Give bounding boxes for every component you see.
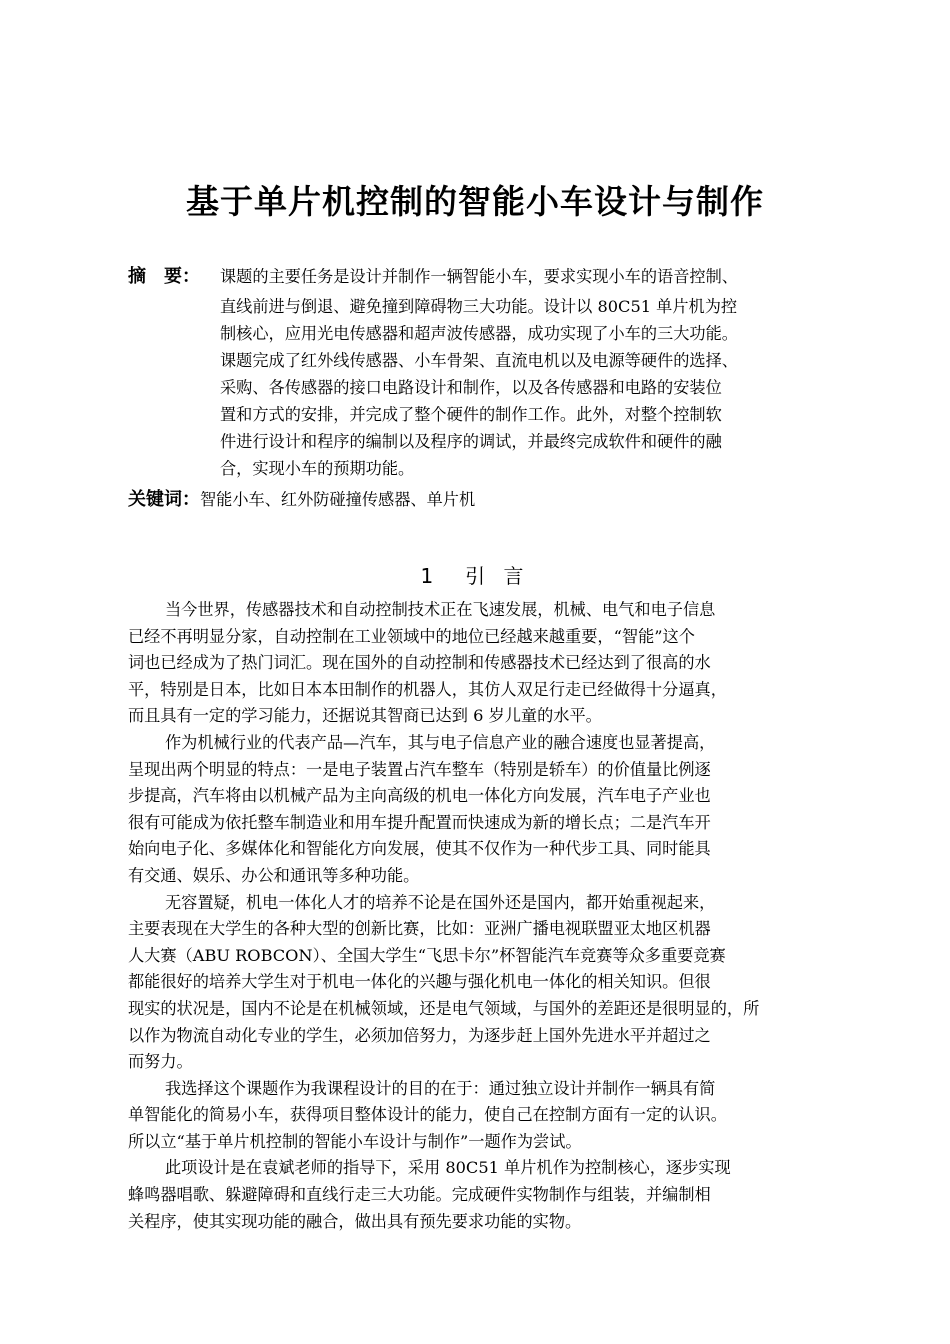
paragraph-line: 步提高，汽车将由以机械产品为主向高级的机电一体化方向发展，汽车电子产业也 xyxy=(128,786,711,806)
keywords-text: 智能小车、红外防碰撞传感器、单片机 xyxy=(200,490,476,509)
paragraph xyxy=(128,1076,822,1156)
abstract-text xyxy=(220,293,840,482)
paragraph xyxy=(128,890,822,1076)
keywords-block xyxy=(128,486,475,513)
abstract-line: 件进行设计和程序的编制以及程序的调试，并最终完成软件和硬件的融 xyxy=(220,432,722,451)
body-text xyxy=(128,597,822,1235)
paragraph-line: 主要表现在大学生的各种大型的创新比赛，比如：亚洲广播电视联盟亚太地区机器 xyxy=(128,919,711,939)
paragraph-line: 蜂鸣器唱歌、躲避障碍和直线行走三大功能。完成硬件实物制作与组装，并编制相 xyxy=(128,1185,711,1205)
paragraph-line: 人大赛（ABU ROBCON）、全国大学生“飞思卡尔”杯智能汽车竞赛等众多重要竞赛 xyxy=(128,945,726,965)
paragraph-line: 我选择这个课题作为我课程设计的目的在于：通过独立设计并制作一辆具有简 xyxy=(165,1078,716,1098)
paragraph xyxy=(128,1155,822,1235)
paragraph-line: 都能很好的培养大学生对于机电一体化的兴趣与强化机电一体化的相关知识。但很 xyxy=(128,972,711,992)
paragraph-line: 而努力。 xyxy=(128,1052,193,1072)
paragraph-line: 而且具有一定的学习能力，还据说其智商已达到 6 岁儿童的水平。 xyxy=(128,706,602,726)
paragraph xyxy=(128,730,822,890)
paragraph-line: 始向电子化、多媒体化和智能化方向发展，使其不仅作为一种代步工具、同时能具 xyxy=(128,839,711,859)
abstract-first-line: 课题的主要任务是设计并制作一辆智能小车，要求实现小车的语音控制、 xyxy=(220,267,738,286)
paragraph-line: 无容置疑，机电一体化人才的培养不论是在国外还是国内，都开始重视起来， xyxy=(165,892,716,912)
abstract-line: 合，实现小车的预期功能。 xyxy=(220,459,415,478)
abstract-line: 课题完成了红外线传感器、小车骨架、直流电机以及电源等硬件的选择、 xyxy=(220,351,738,370)
keywords-label: 关键词： xyxy=(128,489,200,510)
paragraph-line: 所以立“基于单片机控制的智能小车设计与制作”一题作为尝试。 xyxy=(128,1131,582,1151)
paragraph xyxy=(128,597,822,730)
paragraph-line: 平，特别是日本，比如日本本田制作的机器人，其仿人双足行走已经做得十分逼真， xyxy=(128,679,727,699)
paragraph-line: 有交通、娱乐、办公和通讯等多种功能。 xyxy=(128,865,420,885)
paragraph-line: 很有可能成为依托整车制造业和用车提升配置而快速成为新的增长点；二是汽车开 xyxy=(128,812,711,832)
abstract-line: 置和方式的安排，并完成了整个硬件的制作工作。此外，对整个控制软 xyxy=(220,405,722,424)
paragraph-line: 关程序，使其实现功能的融合，做出具有预先要求功能的实物。 xyxy=(128,1211,582,1231)
paragraph-line: 已经不再明显分家，自动控制在工业领域中的地位已经越来越重要，“智能”这个 xyxy=(128,626,695,646)
section-heading-introduction: 1 引 言 xyxy=(420,564,530,588)
abstract-line: 制核心，应用光电传感器和超声波传感器，成功实现了小车的三大功能。 xyxy=(220,324,738,343)
paragraph-line: 单智能化的简易小车，获得项目整体设计的能力，使自己在控制方面有一定的认识。 xyxy=(128,1105,727,1125)
abstract-label: 摘 要： xyxy=(128,266,200,287)
abstract-line: 直线前进与倒退、避免撞到障碍物三大功能。设计以 80C51 单片机为控 xyxy=(220,297,738,316)
paragraph-line: 呈现出两个明显的特点：一是电子装置占汽车整车（特别是轿车）的价值量比例逐 xyxy=(128,759,711,779)
paragraph-line: 现实的状况是，国内不论是在机械领域，还是电气领域，与国外的差距还是很明显的，所 xyxy=(128,998,760,1018)
paragraph-line: 以作为物流自动化专业的学生，必须加倍努力，为逐步赶上国外先进水平并超过之 xyxy=(128,1025,711,1045)
paragraph-line: 作为机械行业的代表产品—汽车，其与电子信息产业的融合速度也显著提高， xyxy=(165,732,716,752)
paragraph-line: 词也已经成为了热门词汇。现在国外的自动控制和传感器技术已经达到了很高的水 xyxy=(128,653,711,673)
paper-title: 基于单片机控制的智能小车设计与制作 xyxy=(186,182,764,221)
paragraph-line: 当今世界，传感器技术和自动控制技术正在飞速发展，机械、电气和电子信息 xyxy=(165,600,716,619)
paragraph-line: 此项设计是在袁斌老师的指导下，采用 80C51 单片机作为控制核心，逐步实现 xyxy=(165,1158,731,1178)
abstract-line: 采购、各传感器的接口电路设计和制作，以及各传感器和电路的安装位 xyxy=(220,378,722,397)
